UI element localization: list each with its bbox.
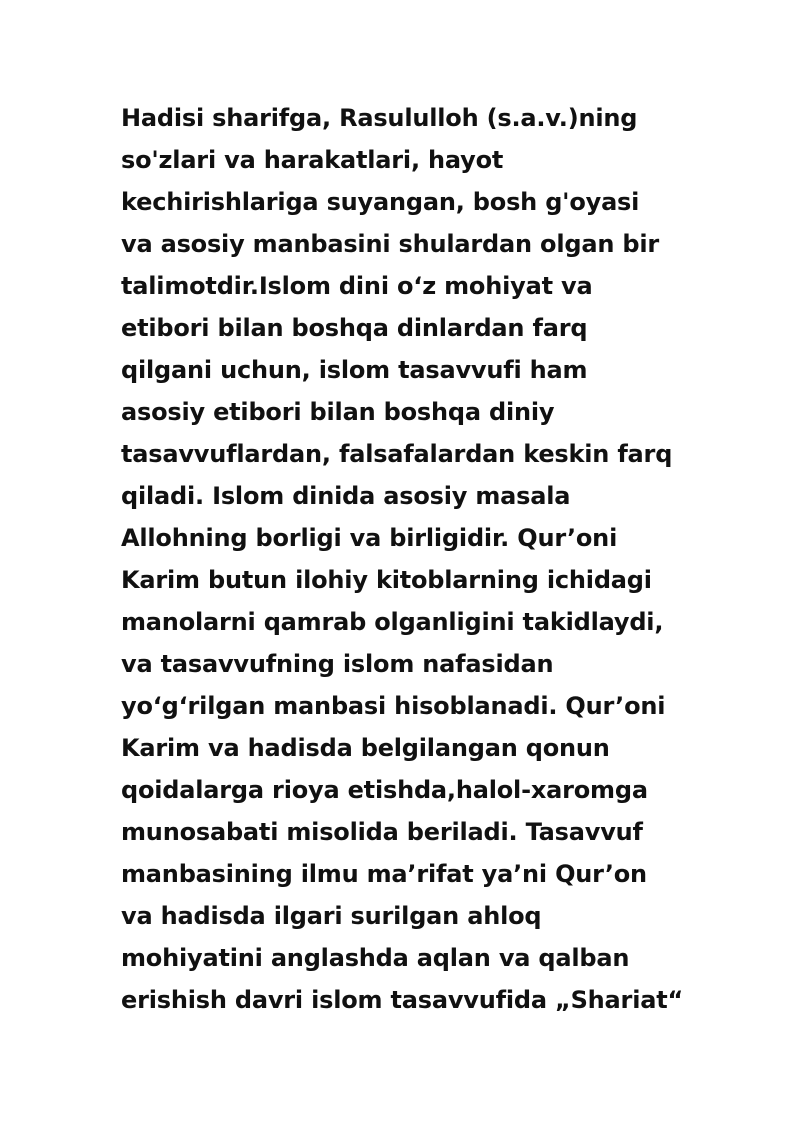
text-line: yo‘g‘rilgan manbasi hisoblanadi. Qur’oni bbox=[121, 692, 666, 720]
text-line: talimotdir.Islom dini o‘z mohiyat va bbox=[121, 272, 593, 300]
text-line: va asosiy manbasini shulardan olgan bir bbox=[121, 230, 660, 258]
text-line: erishish davri islom tasavvufida „Shariat“ bbox=[121, 986, 684, 1014]
text-line: munosabati misolida beriladi. Tasavvuf bbox=[121, 818, 643, 846]
body-paragraph bbox=[121, 97, 721, 1021]
text-line: mohiyatini anglashda aqlan va qalban bbox=[121, 944, 630, 972]
text-line: etibori bilan boshqa dinlardan farq bbox=[121, 314, 588, 342]
text-line: va tasavvufning islom nafasidan bbox=[121, 650, 554, 678]
text-line: Hadisi sharifga, Rasululloh (s.a.v.)ning bbox=[121, 104, 638, 132]
text-line: kechirishlariga suyangan, bosh g'oyasi bbox=[121, 188, 640, 216]
text-line: va hadisda ilgari surilgan ahloq bbox=[121, 902, 542, 930]
text-line: tasavvuflardan, falsafalardan keskin farq bbox=[121, 440, 673, 468]
text-line: Karim va hadisda belgilangan qonun bbox=[121, 734, 610, 762]
text-line: qiladi. Islom dinida asosiy masala bbox=[121, 482, 571, 510]
text-line: asosiy etibori bilan boshqa diniy bbox=[121, 398, 555, 426]
text-line: manbasining ilmu ma’rifat ya’ni Qur’on bbox=[121, 860, 647, 888]
text-line: so'zlari va harakatlari, hayot bbox=[121, 146, 504, 174]
text-line: qoidalarga rioya etishda,halol-xaromga bbox=[121, 776, 648, 804]
text-line: qilgani uchun, islom tasavvufi ham bbox=[121, 356, 588, 384]
text-line: Allohning borligi va birligidir. Qur’oni bbox=[121, 524, 618, 552]
text-line: Karim butun ilohiy kitoblarning ichidagi bbox=[121, 566, 652, 594]
text-line: manolarni qamrab olganligini takidlaydi, bbox=[121, 608, 664, 636]
